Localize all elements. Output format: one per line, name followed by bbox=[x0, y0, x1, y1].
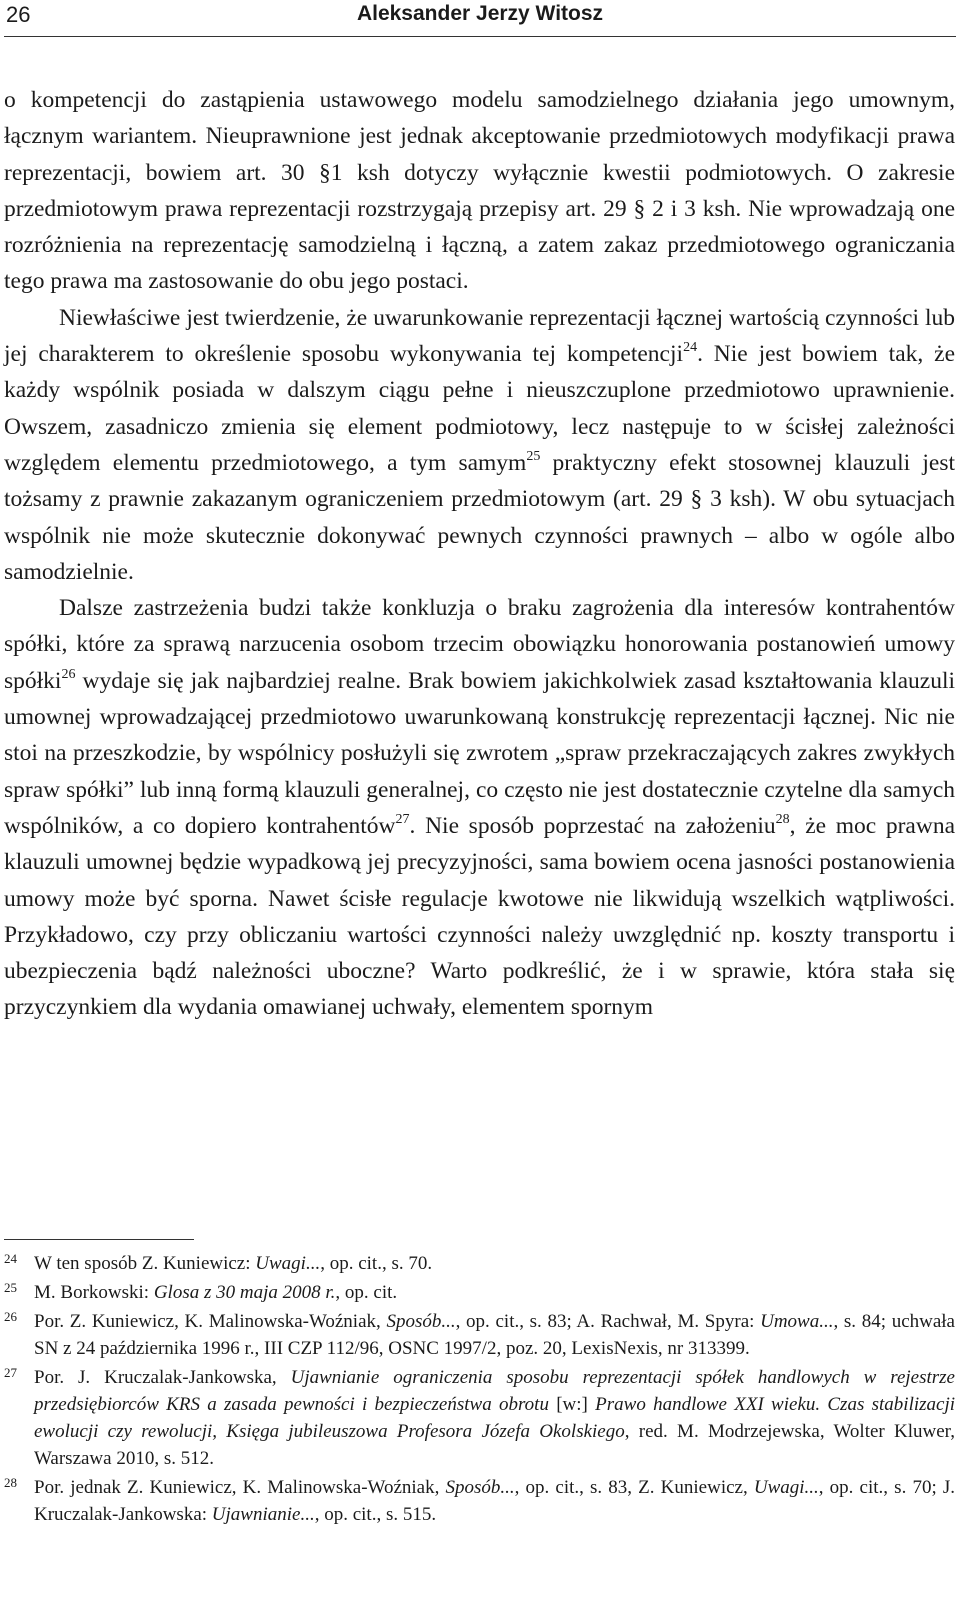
footnote-text bbox=[34, 1279, 955, 1306]
footnote-number: 24 bbox=[4, 1251, 17, 1266]
footnote-part: , op. cit., s. 83; A. Rachwał, M. Spyra: bbox=[455, 1311, 761, 1332]
footnote-italic-part: Uwagi... bbox=[255, 1253, 321, 1274]
footnote-italic-part: Ujawnianie... bbox=[211, 1504, 315, 1525]
footnote-separator bbox=[4, 1239, 194, 1240]
footnote-number: 27 bbox=[4, 1365, 17, 1380]
footnote-italic-part: Umowa... bbox=[760, 1311, 834, 1332]
footnote-ref-28[interactable]: 28 bbox=[775, 811, 790, 827]
paragraph-3-text-3: . Nie sposób poprzestać na założeniu bbox=[409, 812, 776, 839]
footnote-part: Por. jednak Z. Kuniewicz, K. Malinowska-Woźniak, bbox=[34, 1477, 446, 1498]
footnote-number: 25 bbox=[4, 1280, 17, 1295]
footnote-italic-part: Sposób... bbox=[386, 1311, 456, 1332]
footnote-part: , s. 84; uchwała SN z 24 października 1996 r., III CZP 112/96, OSNC 1997/2, poz. 20, LexisNexis, nr 313399. bbox=[34, 1311, 955, 1359]
footnote-number: 28 bbox=[4, 1475, 17, 1490]
footnote-text bbox=[34, 1474, 955, 1528]
footnote-italic-part: Sposób... bbox=[445, 1477, 515, 1498]
paragraph-3-text-4: , że moc prawna klauzuli umownej będzie wypadkową jej precyzyjności, sama bowiem ocena jasności postanowienia umowy może być sporna. Nawet ścisłe regulacje kwotowe nie likwidują wszelkich wątpliwości. Przykładowo, czy przy obliczaniu wartości czynności należy uwzględnić np. koszty transportu i ubezpieczenia bądź należności uboczne? Warto podkreślić, że i w sprawie, która stała się przyczynkiem dla wydania omawianej uchwały, elementem spornym bbox=[4, 812, 956, 1021]
footnote-28 bbox=[4, 1474, 955, 1528]
footnote-part: M. Borkowski: bbox=[34, 1282, 154, 1303]
footnote-part: W ten sposób Z. Kuniewicz: bbox=[34, 1253, 256, 1274]
footnote-italic-part: Ujawnianie ograniczenia sposobu reprezentacji spółek handlowych w rejestrze przedsiębiorców KRS a zasada pewności i bezpieczeństwa obrotu bbox=[34, 1367, 955, 1415]
footnotes bbox=[4, 1250, 955, 1530]
footnote-ref-25[interactable]: 25 bbox=[526, 448, 541, 464]
paragraph-2-text-3: praktyczny efekt stosownej klauzuli jest tożsamy z prawnie zakazanym ograniczeniem przedmiotowym (art. 29 § 3 ksh). W obu sytuacjach wspólnik nie może skutecznie dokonywać pewnych czynności prawnych – albo w ogóle albo samodzielnie. bbox=[4, 449, 955, 585]
footnote-26 bbox=[4, 1308, 955, 1362]
footnote-italic-part: Prawo handlowe XXI wieku. Czas stabilizacji ewolucji czy rewolucji, Księga jubileuszowa Profesora Józefa Okolskiego bbox=[34, 1394, 956, 1442]
body-text bbox=[4, 82, 955, 1026]
footnote-part: , op. cit., s. 83, Z. Kuniewicz, bbox=[514, 1477, 754, 1498]
footnote-text bbox=[34, 1308, 955, 1362]
footnote-27 bbox=[4, 1364, 955, 1472]
paragraph-2 bbox=[4, 300, 955, 590]
paragraph-1-text: o kompetencji do zastąpienia ustawowego modelu samodzielnego działania jego umownym, łącznym wariantem. Nieuprawnione jest jednak akceptowanie przedmiotowych modyfikacji prawa reprezentacji, bowiem art. 30 §1 ksh dotyczy wyłącznie kwestii podmiotowych. O zakresie przedmiotowym prawa reprezentacji rozstrzygają przepisy art. 29 § 2 i 3 ksh. Nie wprowadzają one rozróżnienia na reprezentację samodzielną i łączną, a zatem zakaz przedmiotowego ograniczania tego prawa ma zastosowanie do obu jego postaci. bbox=[4, 87, 955, 295]
paragraph-3-text-2: wydaje się jak najbardziej realne. Brak bowiem jakichkolwiek zasad kształtowania klauzuli umownej wprowadzającej przedmiotowo uwarunkowaną konstrukcję reprezentacji łącznej. Nic nie stoi na przeszkodzie, by wspólnicy posłużyli się zwrotem „spraw przekraczających zakres zwykłych spraw spółki” lub inną formą klauzuli generalnej, co często nie jest dostatecznie czytelne dla samych wspólników, a co dopiero kontrahentów bbox=[4, 667, 955, 839]
footnote-text bbox=[34, 1364, 955, 1472]
footnote-part: Por. Z. Kuniewicz, K. Malinowska-Woźniak, bbox=[34, 1311, 387, 1332]
page-number: 26 bbox=[6, 2, 31, 27]
footnote-part: , op. cit., s. 70. bbox=[320, 1253, 433, 1274]
page-header bbox=[0, 0, 960, 40]
footnote-part: , red. M. Modrzejewska, Wolter Kluwer, Warszawa 2010, s. 512. bbox=[34, 1421, 955, 1469]
footnote-part: , op. cit., s. 70; J. Kruczalak-Jankowska: bbox=[34, 1477, 956, 1525]
footnote-italic-part: Glosa z 30 maja 2008 r. bbox=[153, 1282, 336, 1303]
footnote-part: Por. J. Kruczalak-Jankowska, bbox=[34, 1367, 291, 1388]
paragraph-1 bbox=[4, 82, 955, 300]
running-head-author: Aleksander Jerzy Witosz bbox=[356, 2, 604, 25]
paragraph-3 bbox=[4, 590, 955, 1026]
footnote-24 bbox=[4, 1250, 955, 1277]
footnote-part: [w:] bbox=[548, 1394, 596, 1415]
footnote-ref-24[interactable]: 24 bbox=[683, 340, 698, 356]
paragraph-2-text-1: Niewłaściwe jest twierdzenie, że uwarunkowanie reprezentacji łącznej wartością czynności lub jej charakterem to określenie sposobu wykonywania tej kompetencji bbox=[4, 304, 955, 368]
footnote-italic-part: Uwagi... bbox=[753, 1477, 819, 1498]
footnote-number: 26 bbox=[4, 1309, 17, 1324]
paragraph-3-text-1: Dalsze zastrzeżenia budzi także konkluzja o braku zagrożenia dla interesów kontrahentów spółki, które za sprawą narzucenia osobom trzecim obowiązku honorowania postanowień umowy spółki bbox=[4, 595, 955, 694]
footnote-part: , op. cit. bbox=[335, 1282, 398, 1303]
footnote-text bbox=[34, 1250, 955, 1277]
footnote-ref-26[interactable]: 26 bbox=[61, 666, 76, 682]
paragraph-2-text-2: . Nie jest bowiem tak, że każdy wspólnik posiada w dalszym ciągu pełne i nieuszczuplone przedmiotowo uprawnienie. Owszem, zasadniczo zmienia się element podmiotowy, lecz następuje to w ścisłej zależności względem elementu przedmiotowego, a tym samym bbox=[4, 341, 955, 476]
footnote-part: , op. cit., s. 515. bbox=[314, 1504, 437, 1525]
footnote-25 bbox=[4, 1279, 955, 1306]
footnote-ref-27[interactable]: 27 bbox=[395, 811, 410, 827]
header-rule bbox=[4, 36, 956, 37]
